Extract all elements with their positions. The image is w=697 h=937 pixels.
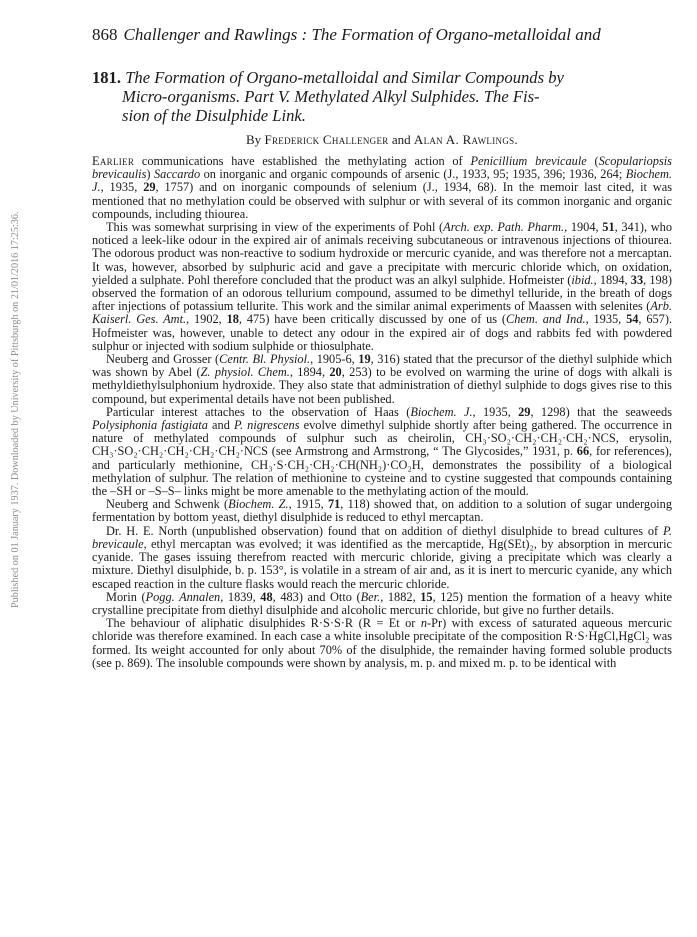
running-head bbox=[92, 25, 672, 45]
title-line-1: 181. The Formation of Organo-metalloidal and Similar Compounds by bbox=[92, 68, 564, 87]
page-number: 868 bbox=[92, 25, 118, 44]
article-title bbox=[92, 68, 672, 125]
paragraph-1: Earlier communications have established the methylating action of Penicillium brevicaule (Scopulariopsis brevicaulis) Saccardo on inorganic and organic compounds of arsenic (J., 1933, 95; 1935, 396; 1936, 264; Biochem. J., 1935, 29, 1757) and on inorganic compounds of selenium (J., 1934, 68). In the memoir last cited, it was mentioned that no methylation could be observed with sulphur or with several of its common inorganic and organic compounds, including thiourea. bbox=[92, 154, 673, 221]
paragraph-6: Dr. H. E. North (unpublished observation) found that on addition of diethyl disulphide to bread cultures of P. brevicaule, ethyl mercaptan was evolved; it was identified as the mercaptide, Hg(SEt)₂, by absorption in mercuric cyanide. The gases issuing therefrom reacted with mercuric chloride, giving a precipitate which was clearly a mixture. Diethyl disulphide, b. p. 153°, is volatile in a stream of air and, as it is inert to mercuric cyanide, any which escaped reaction in the culture flasks would reach the mercuric chloride. bbox=[92, 523, 672, 591]
provenance-sidebar bbox=[0, 0, 40, 937]
author-challenger: Frederick Challenger bbox=[264, 132, 389, 147]
article-body bbox=[92, 155, 672, 670]
byline: By Frederick Challenger and Alan A. Rawlings. bbox=[246, 132, 518, 147]
title-line-2: Micro-organisms. Part V. Methylated Alkyl Sulphides. The Fis- bbox=[122, 87, 540, 106]
title-line-3: sion of the Disulphide Link. bbox=[122, 106, 306, 125]
running-title: Challenger and Rawlings : The Formation of Organo-metalloidal and bbox=[123, 25, 601, 44]
provenance-text: Published on 01 January 1937. Downloaded by University of Pittsburgh on 21/01/2016 17:25:36. bbox=[10, 211, 21, 608]
paragraph-2: This was somewhat surprising in view of the experiments of Pohl (Arch. exp. Path. Pharm., 1904, 51, 341), who noticed a leek-like odour in the expired air of animals receiving subcutaneous or intravenous injections of thiourea. The odorous product was non-reactive to sodium hydroxide or mercuric cyanide, and was therefore not a mercaptan. It was, however, absorbed by sulphuric acid and gave a precipitate with mercuric chloride which, on oxidation, yielded a sulphate. Pohl therefore concluded that the product was an alkyl sulphide. Hofmeister (ibid., 1894, 33, 198) observed the formation of an odorous tellurium compound, assumed to be dimethyl telluride, in the breath of dogs after injections of potassium tellurite. This work and the similar animal experiments of Maassen with selenites (Arb. Kaiserl. Ges. Amt., 1902, 18, 475) have been critically discussed by one of us (Chem. and Ind., 1935, 54, 657). Hofmeister was, however, unable to detect any odour in the expired air of dogs and rabbits fed with powdered sulphur or injected with sodium sulphide or thiosulphate. bbox=[92, 220, 673, 353]
article-number: 181. bbox=[92, 68, 122, 87]
paragraph-4: Particular interest attaches to the observation of Haas (Biochem. J., 1935, 29, 1298) that the seaweeds Polysiphonia fastigiata and P. nigrescens evolve dimethyl sulphide shortly after being gathered. The occurrence in nature of methylated compounds of sulphur such as cheirolin, CH₃·SO₂·CH₂·CH₂·CH₂·NCS, erysolin, CH₃·SO₂·CH₂·CH₂·CH₂·CH₂·NCS (see Armstrong and Armstrong, “ The Glycosides,” 1931, p. 66, for references), and particularly methionine, CH₃·S·CH₂·CH₂·CH(NH₂)·CO₂H, demonstrates the possibility of a biological methylation of sulphur. The relation of methionine to cysteine and to cystine suggested that compounds containing the –SH or –S–S– links might be more amenable to the methylating action of the mould. bbox=[92, 404, 673, 499]
paragraph-7: Morin (Pogg. Annalen, 1839, 48, 483) and Otto (Ber., 1882, 15, 125) mention the formation of a heavy white crystalline precipitate from diethyl disulphide and alcoholic mercuric chloride, but give no further details. bbox=[92, 589, 672, 617]
paragraph-5: Neuberg and Schwenk (Biochem. Z., 1915, 71, 118) showed that, on addition to a solution of sugar undergoing fermentation by bottom yeast, diethyl disulphide is reduced to ethyl mercaptan. bbox=[92, 497, 673, 525]
author-rawlings: Alan A. Rawlings. bbox=[413, 132, 518, 147]
paragraph-3: Neuberg and Grosser (Centr. Bl. Physiol., 1905-6, 19, 316) stated that the precursor of the diethyl sulphide which was shown by Abel (Z. physiol. Chem., 1894, 20, 253) to be evolved on warming the urine of dogs with alkali is methyldiethylsulphonium hydroxide. They also state that administration of diethyl sulphide to dogs gives rise to this compound, but experimental details have not been published. bbox=[92, 352, 673, 406]
paragraph-8: The behaviour of aliphatic disulphides R·S·S·R (R = Et or n-Pr) with excess of saturated aqueous mercuric chloride was therefore examined. In each case a white insoluble precipitate of the composition R·S·HgCl,HgCl₂ was formed. Its weight accounted for only about 70% of the disulphide, the remainder having formed soluble products (see p. 869). The insoluble compounds were shown by analysis, m. p. and mixed m. p. to be identical with bbox=[92, 616, 672, 670]
